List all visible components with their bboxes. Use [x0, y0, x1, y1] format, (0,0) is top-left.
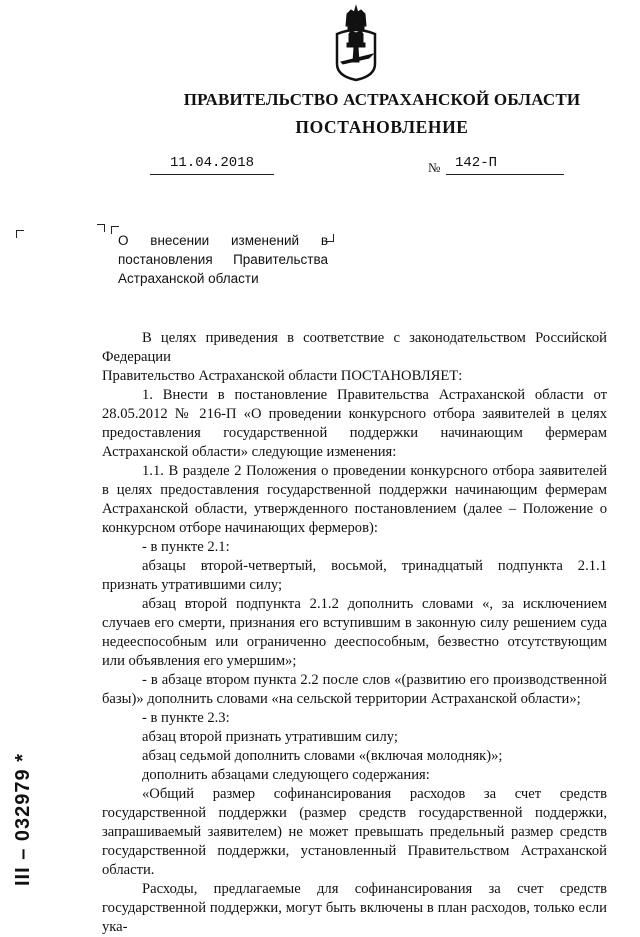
body-paragraph: - в пункте 2.1:	[142, 539, 230, 555]
number-underline	[446, 174, 564, 175]
body-paragraph: Расходы, предлагаемые для софинансирования за счет средств государственной поддержки, могут быть включены в план расходов, только если ука-	[102, 881, 607, 935]
body-paragraph: «Общий размер софинансирования расходов за счет средств государственной поддержки (размер средств государственной поддержки, запрашиваемый заявителем) не может превышать предельный размер средств государственной поддержки, установленный Правительством Астраханской области.	[102, 786, 607, 878]
corner-mark	[97, 224, 105, 232]
serial-stamp: III – 032979 *	[12, 753, 34, 886]
government-title: ПРАВИТЕЛЬСТВО АСТРАХАНСКОЙ ОБЛАСТИ	[183, 90, 581, 109]
body-paragraph: - в абзаце втором пункта 2.2 после слов «(развитию его производственной базы)» дополнить словами «на сельской территории Астраханской области»;	[102, 672, 607, 707]
corner-mark	[16, 230, 24, 238]
number-sign: №	[428, 160, 441, 175]
body-paragraph: абзац второй признать утратившим силу;	[142, 729, 398, 745]
document-subject: О внесении изменений в постановления Правительства Астраханской области	[118, 233, 328, 286]
coat-of-arms-emblem	[329, 4, 383, 82]
body-paragraph: 1.1. В разделе 2 Положения о проведении конкурсного отбора заявителей в целях предоставления государственной поддержки начинающим фермерам Астраханской области, утвержденного постановлением (далее – Положение о конкурсном отборе начинающих фермеров):	[102, 463, 607, 536]
document-body	[102, 329, 607, 937]
body-paragraph: абзацы второй-четвертый, восьмой, тринадцатый подпункта 2.1.1 признать утратившими силу;	[102, 558, 607, 593]
body-paragraph: абзац второй подпункта 2.1.2 дополнить словами «, за исключением случаев его смерти, признания его вступившим в законную силу решением суда недееспособным или ограниченно дееспособным, безвестно отсутствующим или объявления его умершим»;	[102, 596, 607, 669]
body-paragraph: - в пункте 2.3:	[142, 710, 230, 726]
document-number: 142-П	[455, 155, 498, 171]
document-type-title: ПОСТАНОВЛЕНИЕ	[295, 117, 469, 137]
document-date: 11.04.2018	[169, 155, 254, 171]
body-paragraph: дополнить абзацами следующего содержания:	[142, 767, 430, 783]
body-paragraph: абзац седьмой дополнить словами «(включая молодняк)»;	[142, 748, 503, 764]
body-paragraph: Правительство Астраханской области ПОСТАНОВЛЯЕТ:	[102, 368, 463, 384]
body-paragraph: В целях приведения в соответствие с законодательством Российской Федерации	[102, 330, 607, 365]
date-underline	[150, 174, 274, 175]
body-paragraph: 1. Внести в постановление Правительства Астраханской области от 28.05.2012 № 216-П «О проведении конкурсного отбора заявителей в целях предоставления государственной поддержки начинающим фермерам Астраханской области» следующие изменения:	[102, 387, 607, 460]
